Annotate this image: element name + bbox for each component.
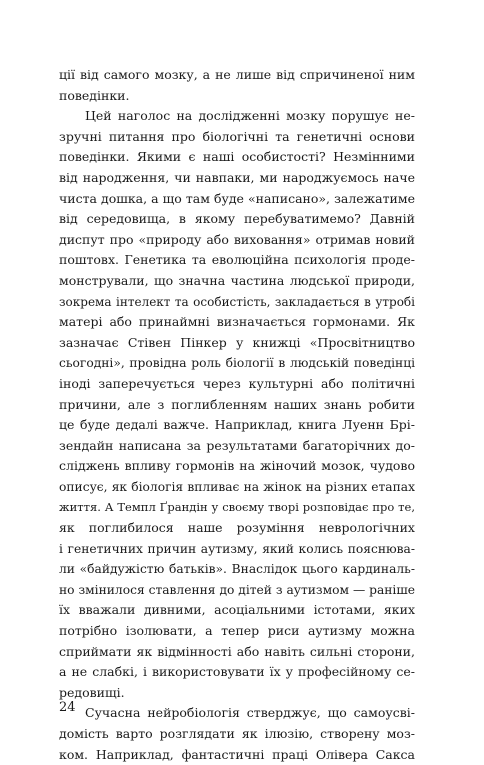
paragraph [59,65,415,106]
text-line: іноді заперечується через культурні або політичні [59,375,415,391]
text-line: зендайн написана за результатами багаторічних до- [59,437,415,453]
text-line: зручні питання про біологічні та генетичні основи [59,128,415,144]
text-line: матері або принаймні визначається гормонами. Як [59,314,415,330]
text-line: поштовх. Генетика та еволюційна психологія проде- [59,252,415,268]
page-number: 24 [59,700,76,715]
text-line: і генетичних причин аутизму, який колись пояснюва- [59,541,415,556]
text-line: диспут про «природу або виховання» отримав новий [59,231,415,247]
text-line: ли «байдужістю батьків». Внаслідок цього кардиналь- [59,562,415,577]
text-line: описує, як біологія впливає на жінок на різних етапах [59,479,415,494]
text-line: їх вважали дивними, асоціальними істотами, яких [59,602,415,618]
text-line: Сучасна нейробіологія стверджує, що самоусві- [85,705,415,721]
text-line: монстрували, що значна частина людської природи, [59,272,415,288]
text-line: життя. А Темпл Ґрандін у своєму творі розповідає про те, [59,500,415,515]
text-line: ком. Наприклад, фантастичні праці Олівера Сакса [59,746,415,762]
text-line: як поглибилося наше розуміння неврологічних [59,520,415,536]
text-line: від народження, чи навпаки, ми народжуємось наче [59,169,415,185]
text-line: зокрема інтелект та особистість, закладається в утробі [59,294,415,309]
paragraph [59,106,415,703]
text-line: це буде дедалі важче. Наприклад, книга Луенн Брі- [59,417,415,433]
text-line: сліджень впливу гормонів на жіночий мозок, чудово [59,458,415,474]
text-line: домість варто розглядати як ілюзію, створену моз- [59,726,415,741]
text-line: ції від самого мозку, а не лише від спричиненої ним [59,67,415,82]
text-line: поведінки. [59,87,130,103]
text-line: Цей наголос на дослідженні мозку порушує не- [85,108,415,124]
text-line: а не слабкі, і використовувати їх у професійному се- [59,664,415,680]
text-line: чиста дошка, а що там буде «написано», залежатиме [59,190,415,206]
text-line: поведінки. Якими є наші особистості? Незмінними [59,149,415,165]
text-line: но змінилося ставлення до дітей з аутизмом — раніше [59,582,415,597]
text-line: сьогодні», провідна роль біології в людській поведінці [59,356,415,371]
text-line: редовищі. [59,684,125,700]
text-line: зазначає Стівен Пінкер у книжці «Просвітництво [59,334,415,350]
text-line: потрібно ізолювати, а тепер риси аутизму можна [59,623,415,639]
body-text [59,65,415,765]
text-line: сприймати як відмінності або навіть сильні сторони, [59,643,415,659]
text-line: причини, але з поглибленням наших знань робити [59,396,415,412]
text-line: від середовища, в якому перебуватимемо? Давній [59,211,415,227]
